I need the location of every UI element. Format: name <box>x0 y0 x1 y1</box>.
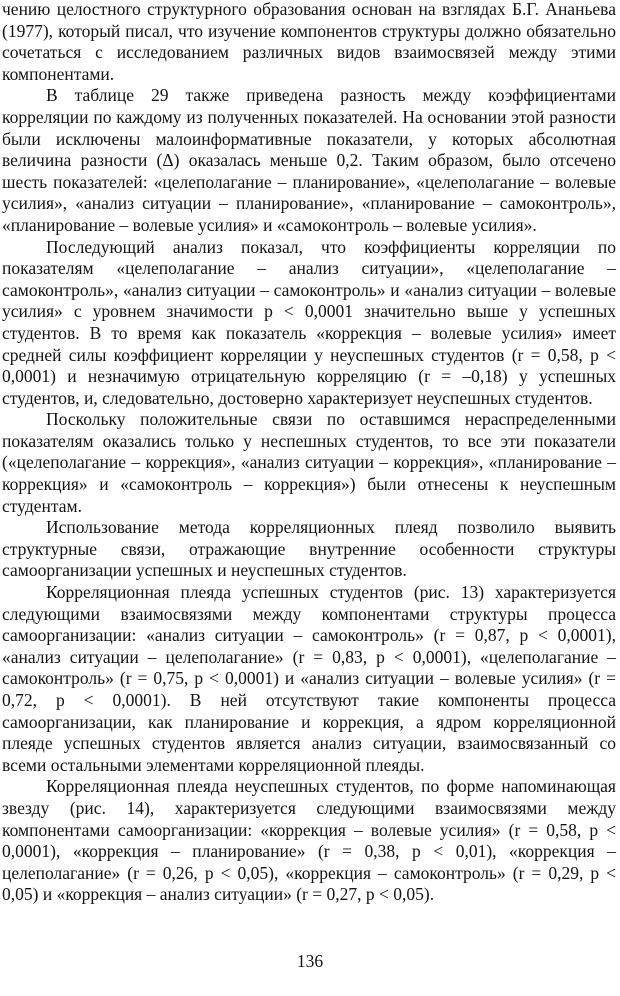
paragraph-5: Использование метода корреляционных плеяд позволило выявить структурные связи, отражающие внутренние особенности структуры самоорганизации успешных и неуспешных студентов. <box>2 517 616 581</box>
paragraph-4: Поскольку положительные связи по оставшимся нераспределенными показателям оказались только у неспешных студентов, то все эти показатели («целеполагание – коррекция», «анализ ситуации – коррекция», «планирование – коррекция» и «самоконтроль – коррекция») были отнесены к неуспешным студентам. <box>2 409 616 516</box>
paragraph-7: Корреляционная плеяда неуспешных студентов, по форме напоминающая звезду (рис. 14), характеризуется следующими взаимосвязями между компонентами самоорганизации: «коррекция – волевые усилия» (r = 0,58, p < 0,0001), «коррекция – планирование» (r = 0,38, p < 0,01), «коррекция – целеполагание» (r = 0,26, p < 0,05), «коррекция – самоконтроль» (r = 0,29, p < 0,05) и «коррекция – анализ ситуации» (r = 0,27, p < 0,05). <box>2 776 616 905</box>
body-text <box>2 0 616 906</box>
paragraph-6: Корреляционная плеяда успешных студентов (рис. 13) характеризуется следующими взаимосвязями между компонентами структуры процесса самоорганизации: «анализ ситуации – самоконтроль» (r = 0,87, p < 0,0001), «анализ ситуации – целеполагание» (r = 0,83, p < 0,0001), «целеполагание – самоконтроль» (r = 0,75, p < 0,0001) и «анализ ситуации – волевые усилия» (r = 0,72, p < 0,0001). В ней отсутствуют такие компоненты процесса самоорганизации, как планирование и коррекция, а ядром корреляционной плеяде успешных студентов является анализ ситуации, взаимосвязанный со всеми остальными элементами корреляционной плеяды. <box>2 582 616 775</box>
paragraph-1: чению целостного структурного образования основан на взглядах Б.Г. Ананьева (1977), который писал, что изучение компонентов структуры должно обязательно сочетаться с исследованием различных видов взаимосвязей между этими компонентами. <box>2 0 616 84</box>
paragraph-3: Последующий анализ показал, что коэффициенты корреляции по показателям «целеполагание – анализ ситуации», «целеполагание – самоконтроль», «анализ ситуации – самоконтроль» и «анализ ситуации – волевые усилия» с уровнем значимости p < 0,0001 значительно выше у успешных студентов. В то время как показатель «коррекция – волевые усилия» имеет средней силы коэффициент корреляции у неуспешных студентов (r = 0,58, p < 0,0001) и незначимую отрицательную корреляцию (r = –0,18) у успешных студентов, и, следовательно, достоверно характеризует неуспешных студентов. <box>2 236 616 408</box>
page-number: 136 <box>296 951 324 971</box>
paragraph-2: В таблице 29 также приведена разность между коэффициентами корреляции по каждому из полученных показателей. На основании этой разности были исключены малоинформативные показатели, у которых абсолютная величина разности (Δ) оказалась меньше 0,2. Таким образом, было отсечено шесть показателей: «целеполагание – планирование», «целеполагание – волевые усилия», «анализ ситуации – планирование», «планирование – самоконтроль», «планирование – волевые усилия» и «самоконтроль – волевые усилия». <box>2 85 616 235</box>
